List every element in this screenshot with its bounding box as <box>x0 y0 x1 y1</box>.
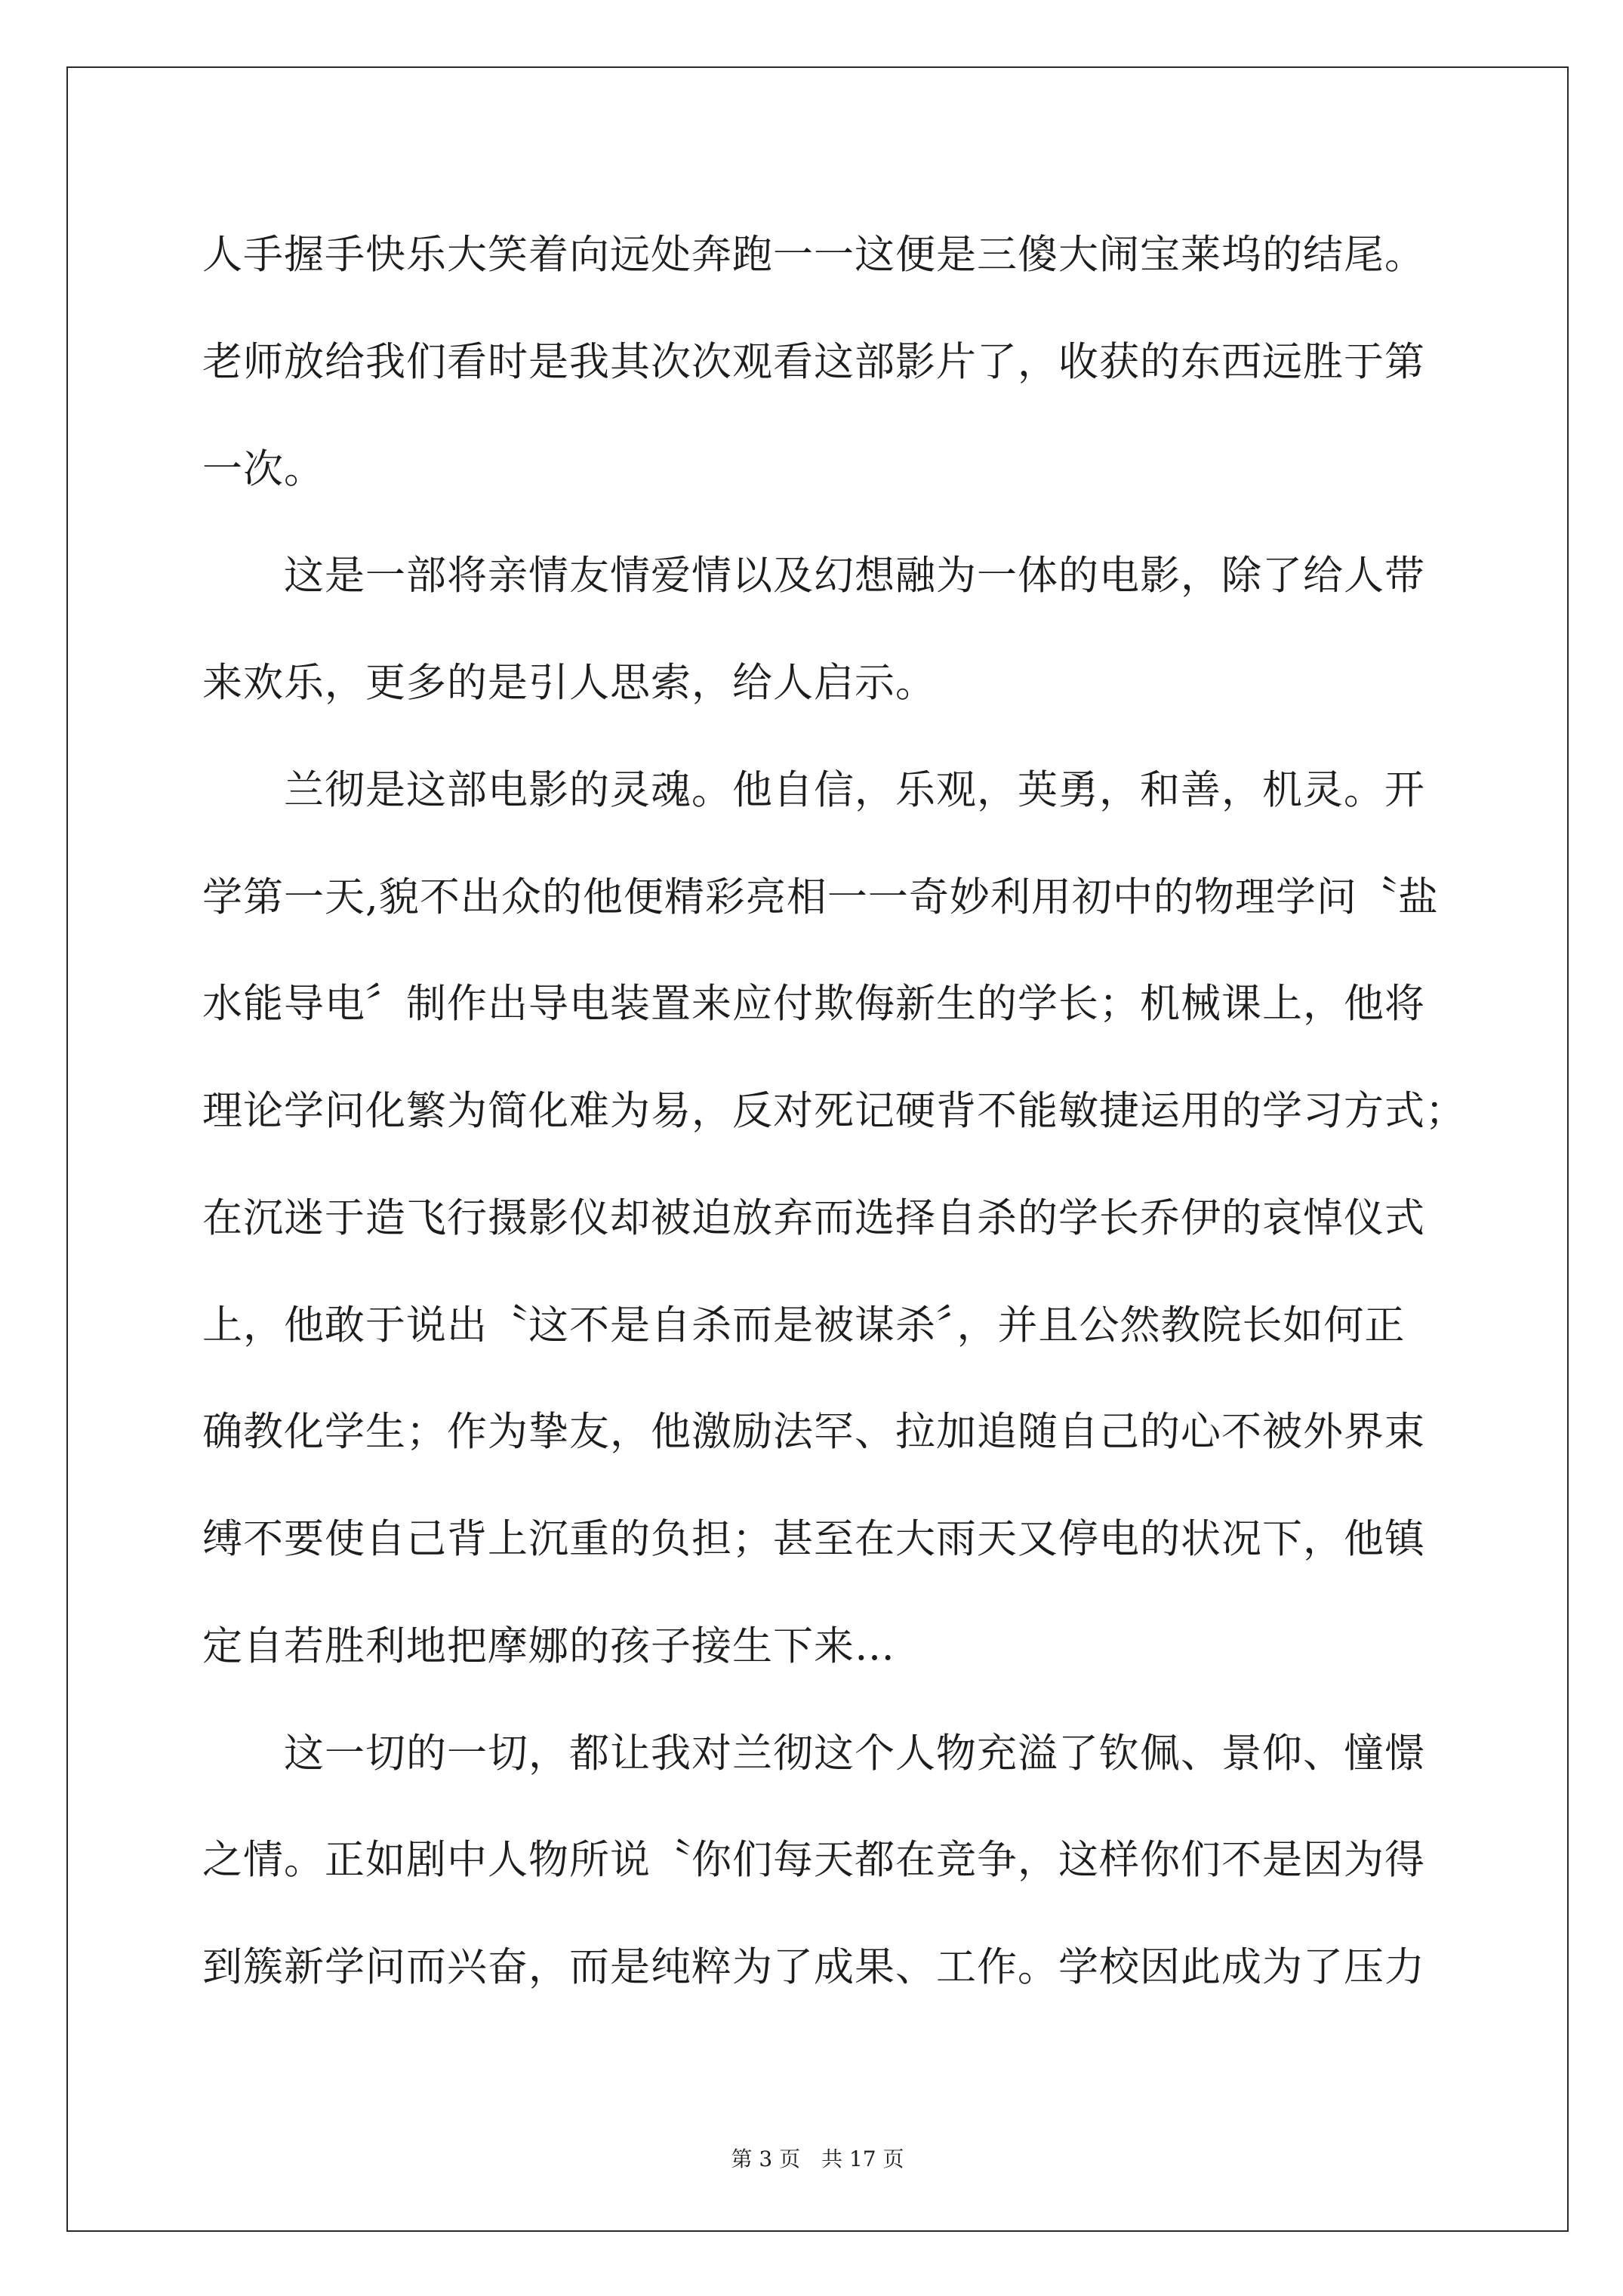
body-text-line: 确教化学生；作为挚友，他激励法罕、拉加追随自己的心不被外界束 <box>202 1409 1425 1456</box>
body-text-line: 定自若胜利地把摩娜的孩子接生下来… <box>202 1623 895 1669</box>
body-text-line: 人手握手快乐大笑着向远处奔跑一一这便是三傻大闹宝莱坞的结尾。 <box>202 232 1425 278</box>
body-text-line: 在沉迷于造飞行摄影仪却被迫放弃而选择自杀的学长乔伊的哀悼仪式 <box>202 1194 1425 1241</box>
body-text-line: 学第一天,貌不出众的他便精彩亮相一一奇妙利用初中的物理学问〝盐 <box>202 874 1439 920</box>
body-text-line: 一次。 <box>202 445 325 492</box>
page-number-footer: 第 3 页 共 17 页 <box>731 2147 904 2171</box>
body-text-line: 之情。正如剧中人物所说〝你们每天都在竞争，这样你们不是因为得 <box>202 1837 1425 1884</box>
body-text-line: 到簇新学问而兴奋，而是纯粹为了成果、工作。学校因此成为了压力 <box>202 1944 1425 1990</box>
body-text <box>202 202 1546 2021</box>
body-text-line: 这是一部将亲情友情爱情以及幻想融为一体的电影，除了给人带 <box>284 553 1425 599</box>
body-text-line: 这一切的一切，都让我对兰彻这个人物充溢了钦佩、景仰、憧憬 <box>284 1730 1425 1777</box>
body-text-line: 来欢乐，更多的是引人思索，给人启示。 <box>202 660 936 706</box>
body-text-line: 老师放给我们看时是我其次次观看这部影片了，收获的东西远胜于第 <box>202 338 1425 385</box>
body-text-line: 上，他敢于说出〝这不是自杀而是被谋杀〞，并且公然教院长如何正 <box>202 1302 1406 1348</box>
body-text-line: 理论学问化繁为简化难为易，反对死记硬背不能敏捷运用的学习方式； <box>202 1088 1466 1134</box>
body-text-line: 水能导电〞制作出导电装置来应付欺侮新生的学长；机械课上，他将 <box>202 981 1425 1028</box>
body-text-line: 缚不要使自己背上沉重的负担；甚至在大雨天又停电的状况下，他镇 <box>202 1516 1425 1562</box>
body-text-line: 兰彻是这部电影的灵魂。他自信，乐观，英勇，和善，机灵。开 <box>284 766 1425 813</box>
